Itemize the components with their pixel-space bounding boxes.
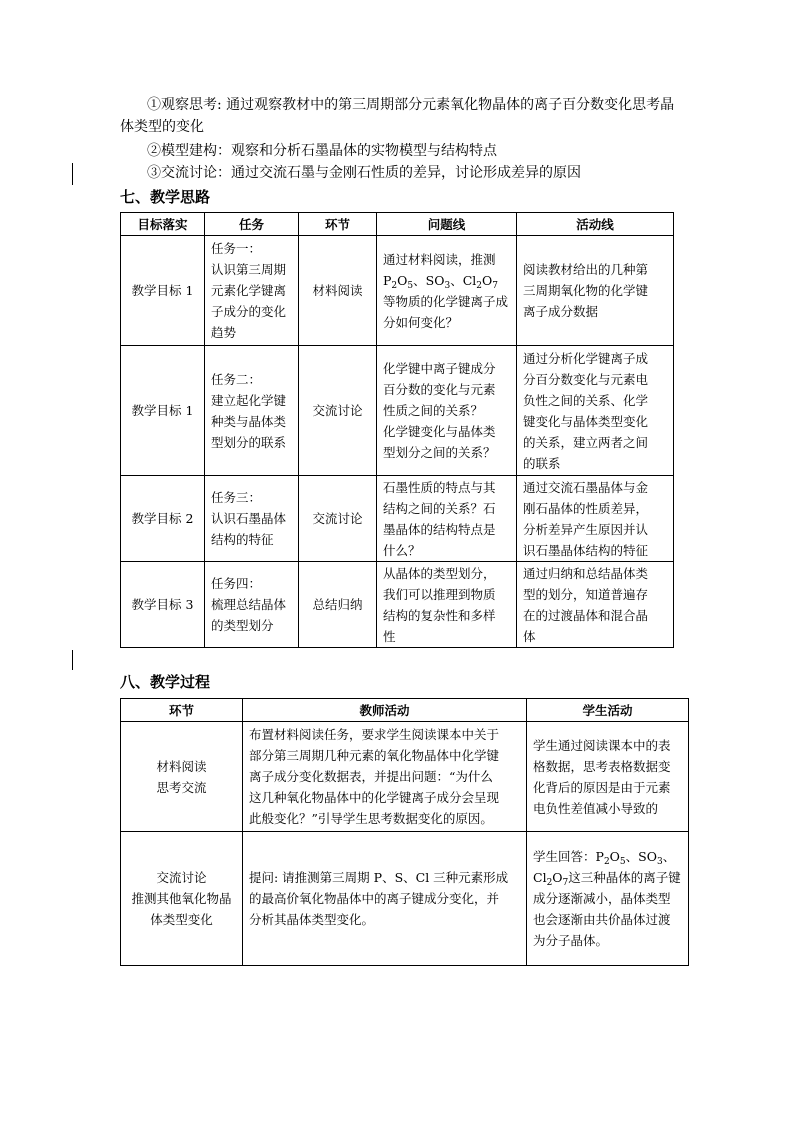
question-cell: 化学键中离子键成分 百分数的变化与元素 性质之间的关系？ 化学键变化与晶体类 型划分之间的关系？: [377, 346, 517, 476]
task-cell: 任务二： 建立起化学键 种类与晶体类 型划分的联系: [205, 346, 299, 476]
question-cell: [377, 236, 517, 346]
task-cell: 任务四： 梳理总结晶体 的类型划分: [205, 562, 299, 648]
teaching-process-table: [120, 698, 689, 966]
question-cell: 石墨性质的特点与其 结构之间的关系？石 墨晶体的结构特点是 什么？: [377, 476, 517, 562]
table-row: [121, 236, 674, 346]
step-cell: 交流讨论 推测其他氧化物晶 体类型变化: [121, 832, 243, 966]
table-header-row: [121, 699, 689, 722]
step-cell: 总结归纳: [299, 562, 377, 648]
step-cell: 交流讨论: [299, 476, 377, 562]
step-cell: 材料阅读: [299, 236, 377, 346]
revision-bar: [72, 163, 73, 185]
chemical-formula: $P_2O_5$、$SO_3$、$Cl_2O_7$: [383, 272, 498, 291]
intro-line-1-continued: 体类型的变化: [120, 119, 204, 135]
intro-line-1: ①观察思考: 通过观察教材中的第三周期部分元素氧化物晶体的离子百分数变化思考晶: [147, 97, 675, 113]
student-activity-cell: [527, 832, 689, 966]
step-cell: 材料阅读 思考交流: [121, 722, 243, 832]
table-row: [121, 832, 689, 966]
header-task: 任务: [205, 213, 299, 236]
table-row: [121, 562, 674, 648]
table-row: [121, 346, 674, 476]
question-text-pre: 通过材料阅读，推测: [383, 251, 496, 267]
task-cell: 任务一： 认识第三周期 元素化学键离 子成分的变化 趋势: [205, 236, 299, 346]
header-teacher-activity: 教师活动: [243, 699, 527, 722]
goal-cell: 教学目标 3: [121, 562, 205, 648]
activity-cell: 阅读教材给出的几种第 三周期氧化物的化学键 离子成分数据: [517, 236, 674, 346]
teaching-plan-table: [120, 212, 674, 648]
table-row: [121, 476, 674, 562]
teacher-activity-cell: 提问: 请推测第三周期 P、S、Cl 三种元素形成 的最高价氧化物晶体中的离子键成分变化，并 分析其晶体类型变化。: [243, 832, 527, 966]
header-goal: 目标落实: [121, 213, 205, 236]
header-student-activity: 学生活动: [527, 699, 689, 722]
header-step: 环节: [299, 213, 377, 236]
goal-cell: 教学目标 1: [121, 236, 205, 346]
question-text-post: 等物质的化学键离子成分如何变化？: [383, 293, 509, 330]
intro-line-2: ②模型建构：观察和分析石墨晶体的实物模型与结构特点: [147, 143, 497, 159]
activity-cell: 通过归纳和总结晶体类 型的划分，知道普遍存 在的过渡晶体和混合晶 体: [517, 562, 674, 648]
activity-cell: 通过分析化学键离子成 分百分数变化与元素电 负性之间的关系、化学 键变化与晶体类型变化 的关系，建立两者之间 的联系: [517, 346, 674, 476]
student-activity-cell: 学生通过阅读课本中的表 格数据，思考表格数据变 化背后的原因是由于元素 电负性差值减小导致的: [527, 722, 689, 832]
teacher-activity-cell: 布置材料阅读任务，要求学生阅读课本中关于 部分第三周期几种元素的氧化物晶体中化学键 离子成分变化数据表，并提出问题：“为什么 这几种氧化物晶体中的化学键离子成分会呈现 此般变化？”引导学生思考数据变化的原因。: [243, 722, 527, 832]
goal-cell: 教学目标 1: [121, 346, 205, 476]
header-question-line: 问题线: [377, 213, 517, 236]
activity-cell: 通过交流石墨晶体与金 刚石晶体的性质差异， 分析差异产生原因并认 识石墨晶体结构的特征: [517, 476, 674, 562]
student-answer-pre: 学生回答：: [533, 849, 596, 864]
section-8-title: 八、教学过程: [120, 673, 211, 691]
student-answer-post: 这三种晶体的离子键成分逐渐减小，晶体类型也会逐渐由共价晶体过渡为分子晶体。: [533, 870, 681, 948]
intro-line-3: ③交流讨论：通过交流石墨与金刚石性质的差异，讨论形成差异的原因: [147, 165, 581, 181]
chemical-formula: $P_2O_5$、$SO_3$、$Cl_2O_7$: [533, 849, 676, 888]
task-cell: 任务三： 认识石墨晶体 结构的特征: [205, 476, 299, 562]
table-row: [121, 722, 689, 832]
header-step: 环节: [121, 699, 243, 722]
question-cell: 从晶体的类型划分， 我们可以推理到物质 结构的复杂性和多样 性: [377, 562, 517, 648]
revision-bar: [72, 650, 73, 670]
step-cell: 交流讨论: [299, 346, 377, 476]
section-7-title: 七、教学思路: [120, 188, 211, 206]
header-activity-line: 活动线: [517, 213, 674, 236]
goal-cell: 教学目标 2: [121, 476, 205, 562]
table-header-row: [121, 213, 674, 236]
